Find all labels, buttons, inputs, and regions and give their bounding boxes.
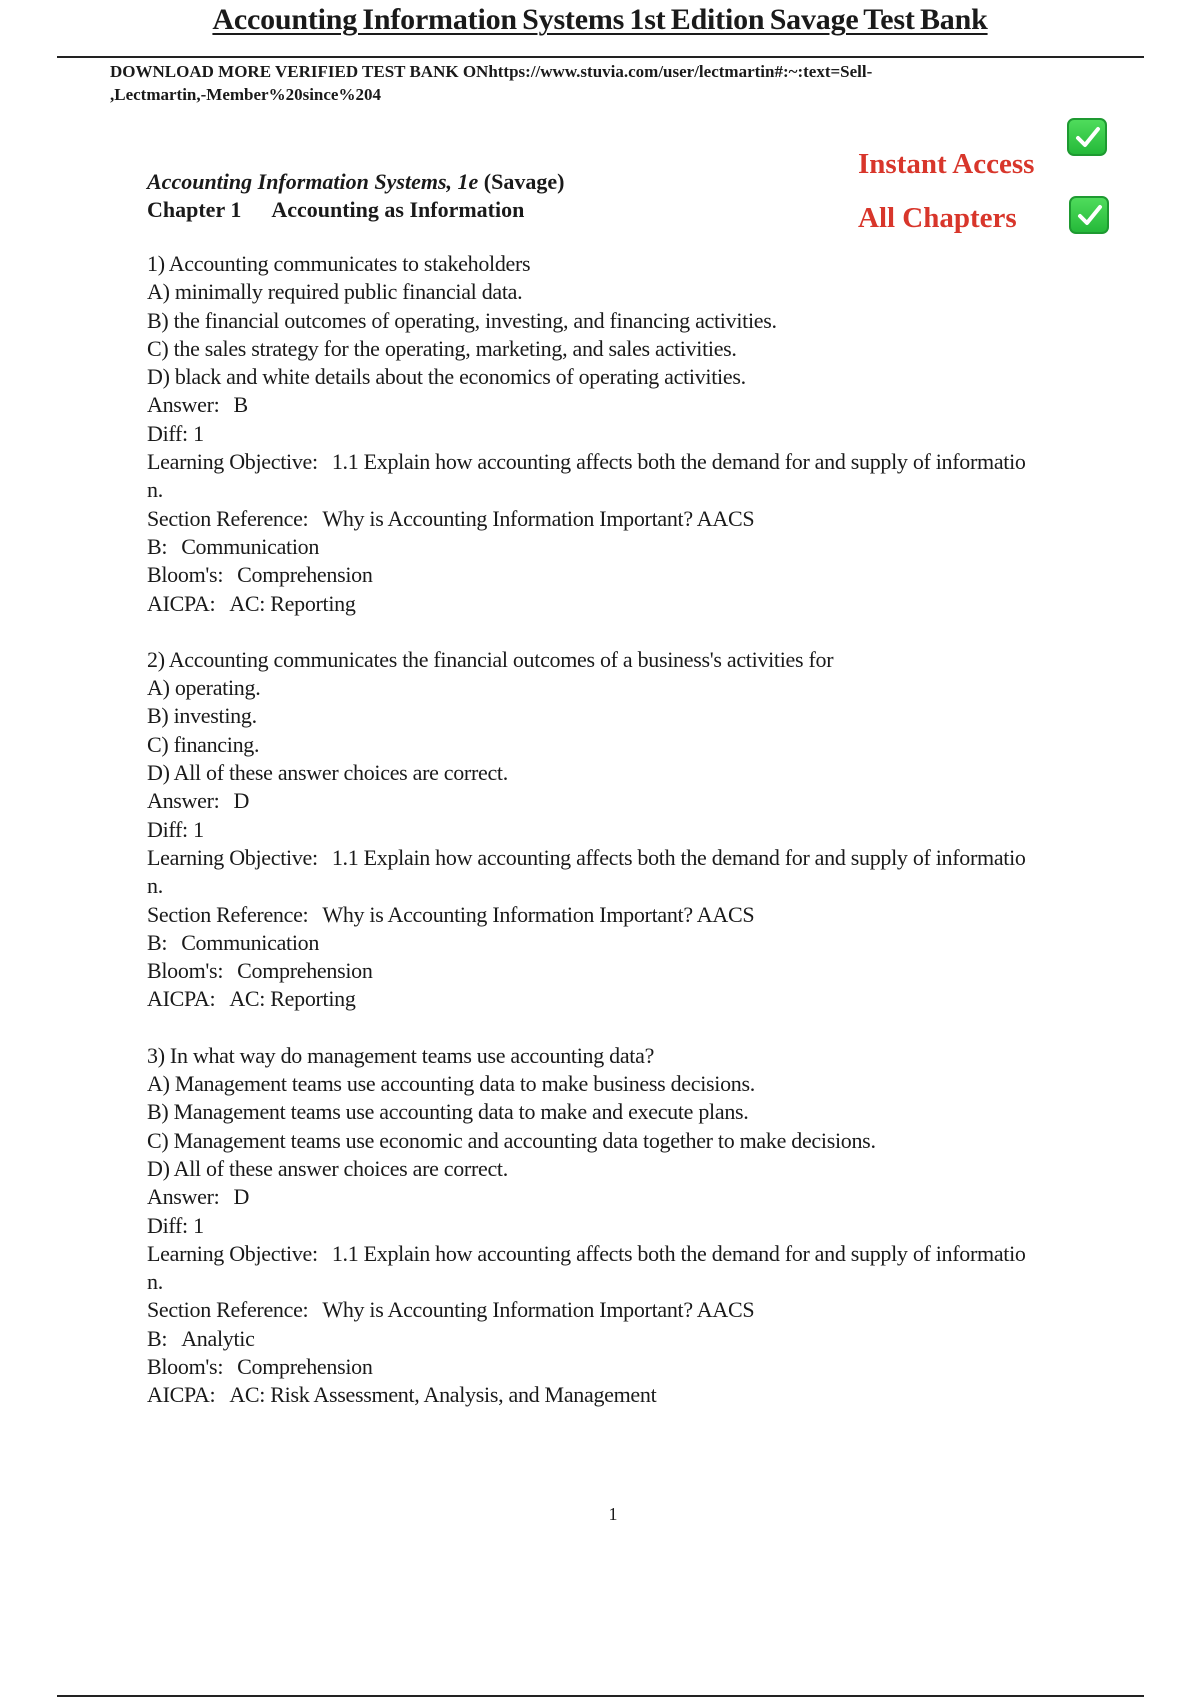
learning-objective-label: Learning Objective:	[147, 449, 318, 475]
chapter-name: Accounting as Information	[271, 197, 525, 222]
answer-option: B) Management teams use accounting data to make and execute plans.	[147, 1099, 749, 1125]
aacsb-label: B:	[147, 533, 168, 559]
answer-option: A) Management teams use accounting data to make business decisions.	[147, 1071, 755, 1097]
answer-option: B) the financial outcomes of operating, investing, and financing activities.	[147, 307, 777, 333]
book-title	[147, 168, 564, 196]
aacsb-text: Communication	[181, 929, 320, 955]
learning-objective-text: 1.1 Explain how accounting affects both the demand for and supply of informatio	[331, 449, 1026, 475]
answer-label: Answer:	[147, 788, 220, 814]
answer-label: Answer:	[147, 1184, 220, 1210]
check-mark-button-icon	[1067, 118, 1107, 156]
aicpa-line	[147, 1381, 1147, 1409]
section-reference-label: Section Reference:	[147, 505, 309, 531]
blooms-line	[147, 1353, 1147, 1381]
section-reference-text: Why is Accounting Information Important? AACS	[322, 1297, 755, 1323]
answer-option: B) investing.	[147, 703, 257, 729]
blooms-label: Bloom's:	[147, 958, 224, 984]
download-note-line-1[interactable]: DOWNLOAD MORE VERIFIED TEST BANK ONhttps://www.stuvia.com/user/lectmartin#:~:text=Sell-	[110, 62, 873, 81]
section-reference-line	[147, 1296, 1147, 1324]
answer-line	[147, 787, 1147, 815]
learning-objective-line	[147, 844, 1147, 872]
answer-line	[147, 391, 1147, 419]
difficulty-line: Diff: 1	[147, 420, 204, 446]
section-reference-text: Why is Accounting Information Important? AACS	[322, 505, 755, 531]
answer-value: D	[233, 788, 250, 814]
learning-objective-line	[147, 1240, 1147, 1268]
section-reference-label: Section Reference:	[147, 1297, 309, 1323]
aicpa-line	[147, 590, 1147, 618]
page-header	[0, 0, 1200, 38]
instant-access-label: Instant Access	[858, 148, 1035, 180]
aacsb-label: B:	[147, 1325, 168, 1351]
learning-objective-wrap: n.	[147, 477, 163, 503]
check-mark-button-icon	[1069, 196, 1109, 234]
question-stem: 3) In what way do management teams use accounting data?	[147, 1042, 655, 1068]
aacsb-text: Communication	[181, 533, 320, 559]
learning-objective-line	[147, 448, 1147, 476]
learning-objective-wrap: n.	[147, 873, 163, 899]
learning-objective-label: Learning Objective:	[147, 1240, 318, 1266]
aicpa-label: AICPA:	[147, 986, 216, 1012]
aacsb-line	[147, 929, 1147, 957]
download-note[interactable]	[110, 60, 1070, 106]
answer-option: C) the sales strategy for the operating, marketing, and sales activities.	[147, 335, 737, 361]
learning-objective-wrap: n.	[147, 1269, 163, 1295]
header-divider	[57, 56, 1144, 58]
aicpa-label: AICPA:	[147, 1382, 216, 1408]
section-reference-line	[147, 901, 1147, 929]
answer-label: Answer:	[147, 392, 220, 418]
answer-option: D) black and white details about the economics of operating activities.	[147, 364, 746, 390]
question-list	[147, 250, 1147, 1410]
blooms-label: Bloom's:	[147, 1353, 224, 1379]
blooms-label: Bloom's:	[147, 562, 224, 588]
question-item	[147, 250, 1147, 618]
book-title-italic: Accounting Information Systems, 1e	[147, 169, 479, 194]
blooms-text: Comprehension	[237, 958, 373, 984]
aacsb-line	[147, 533, 1147, 561]
learning-objective-label: Learning Objective:	[147, 844, 318, 870]
answer-value: D	[233, 1184, 250, 1210]
answer-line	[147, 1183, 1147, 1211]
download-note-line-2[interactable]: ,Lectmartin,-Member%20since%204	[110, 85, 381, 104]
section-reference-line	[147, 505, 1147, 533]
aicpa-text: AC: Risk Assessment, Analysis, and Management	[229, 1382, 657, 1408]
aicpa-label: AICPA:	[147, 590, 216, 616]
aicpa-line	[147, 985, 1147, 1013]
question-stem: 2) Accounting communicates the financial outcomes of a business's activities for	[147, 646, 834, 672]
aicpa-text: AC: Reporting	[229, 986, 356, 1012]
question-item	[147, 646, 1147, 1014]
chapter-heading	[147, 196, 564, 224]
section-reference-text: Why is Accounting Information Important? AACS	[322, 901, 755, 927]
blooms-text: Comprehension	[237, 1353, 373, 1379]
answer-option: C) Management teams use economic and accounting data together to make decisions.	[147, 1127, 876, 1153]
difficulty-line: Diff: 1	[147, 816, 204, 842]
aacsb-label: B:	[147, 929, 168, 955]
aacsb-text: Analytic	[181, 1325, 255, 1351]
page-number: 1	[608, 1504, 618, 1524]
footer-divider	[57, 1695, 1144, 1697]
question-item	[147, 1042, 1147, 1410]
answer-option: A) minimally required public financial data.	[147, 279, 523, 305]
blooms-line	[147, 561, 1147, 589]
aacsb-line	[147, 1325, 1147, 1353]
all-chapters-label: All Chapters	[858, 202, 1017, 234]
learning-objective-text: 1.1 Explain how accounting affects both the demand for and supply of informatio	[331, 844, 1026, 870]
blooms-text: Comprehension	[237, 562, 373, 588]
answer-value: B	[233, 392, 248, 418]
book-title-suffix: (Savage)	[483, 169, 565, 194]
learning-objective-text: 1.1 Explain how accounting affects both the demand for and supply of informatio	[331, 1240, 1026, 1266]
answer-option: A) operating.	[147, 675, 261, 701]
answer-option: D) All of these answer choices are correct.	[147, 760, 508, 786]
aicpa-text: AC: Reporting	[229, 590, 356, 616]
answer-option: C) financing.	[147, 731, 260, 757]
document-title: Accounting Information Systems 1st Edition Savage Test Bank	[212, 3, 988, 36]
blooms-line	[147, 957, 1147, 985]
difficulty-line: Diff: 1	[147, 1212, 204, 1238]
question-stem: 1) Accounting communicates to stakeholders	[147, 251, 531, 276]
book-info	[147, 168, 564, 224]
chapter-label: Chapter 1	[147, 197, 242, 222]
answer-option: D) All of these answer choices are correct.	[147, 1155, 508, 1181]
section-reference-label: Section Reference:	[147, 901, 309, 927]
